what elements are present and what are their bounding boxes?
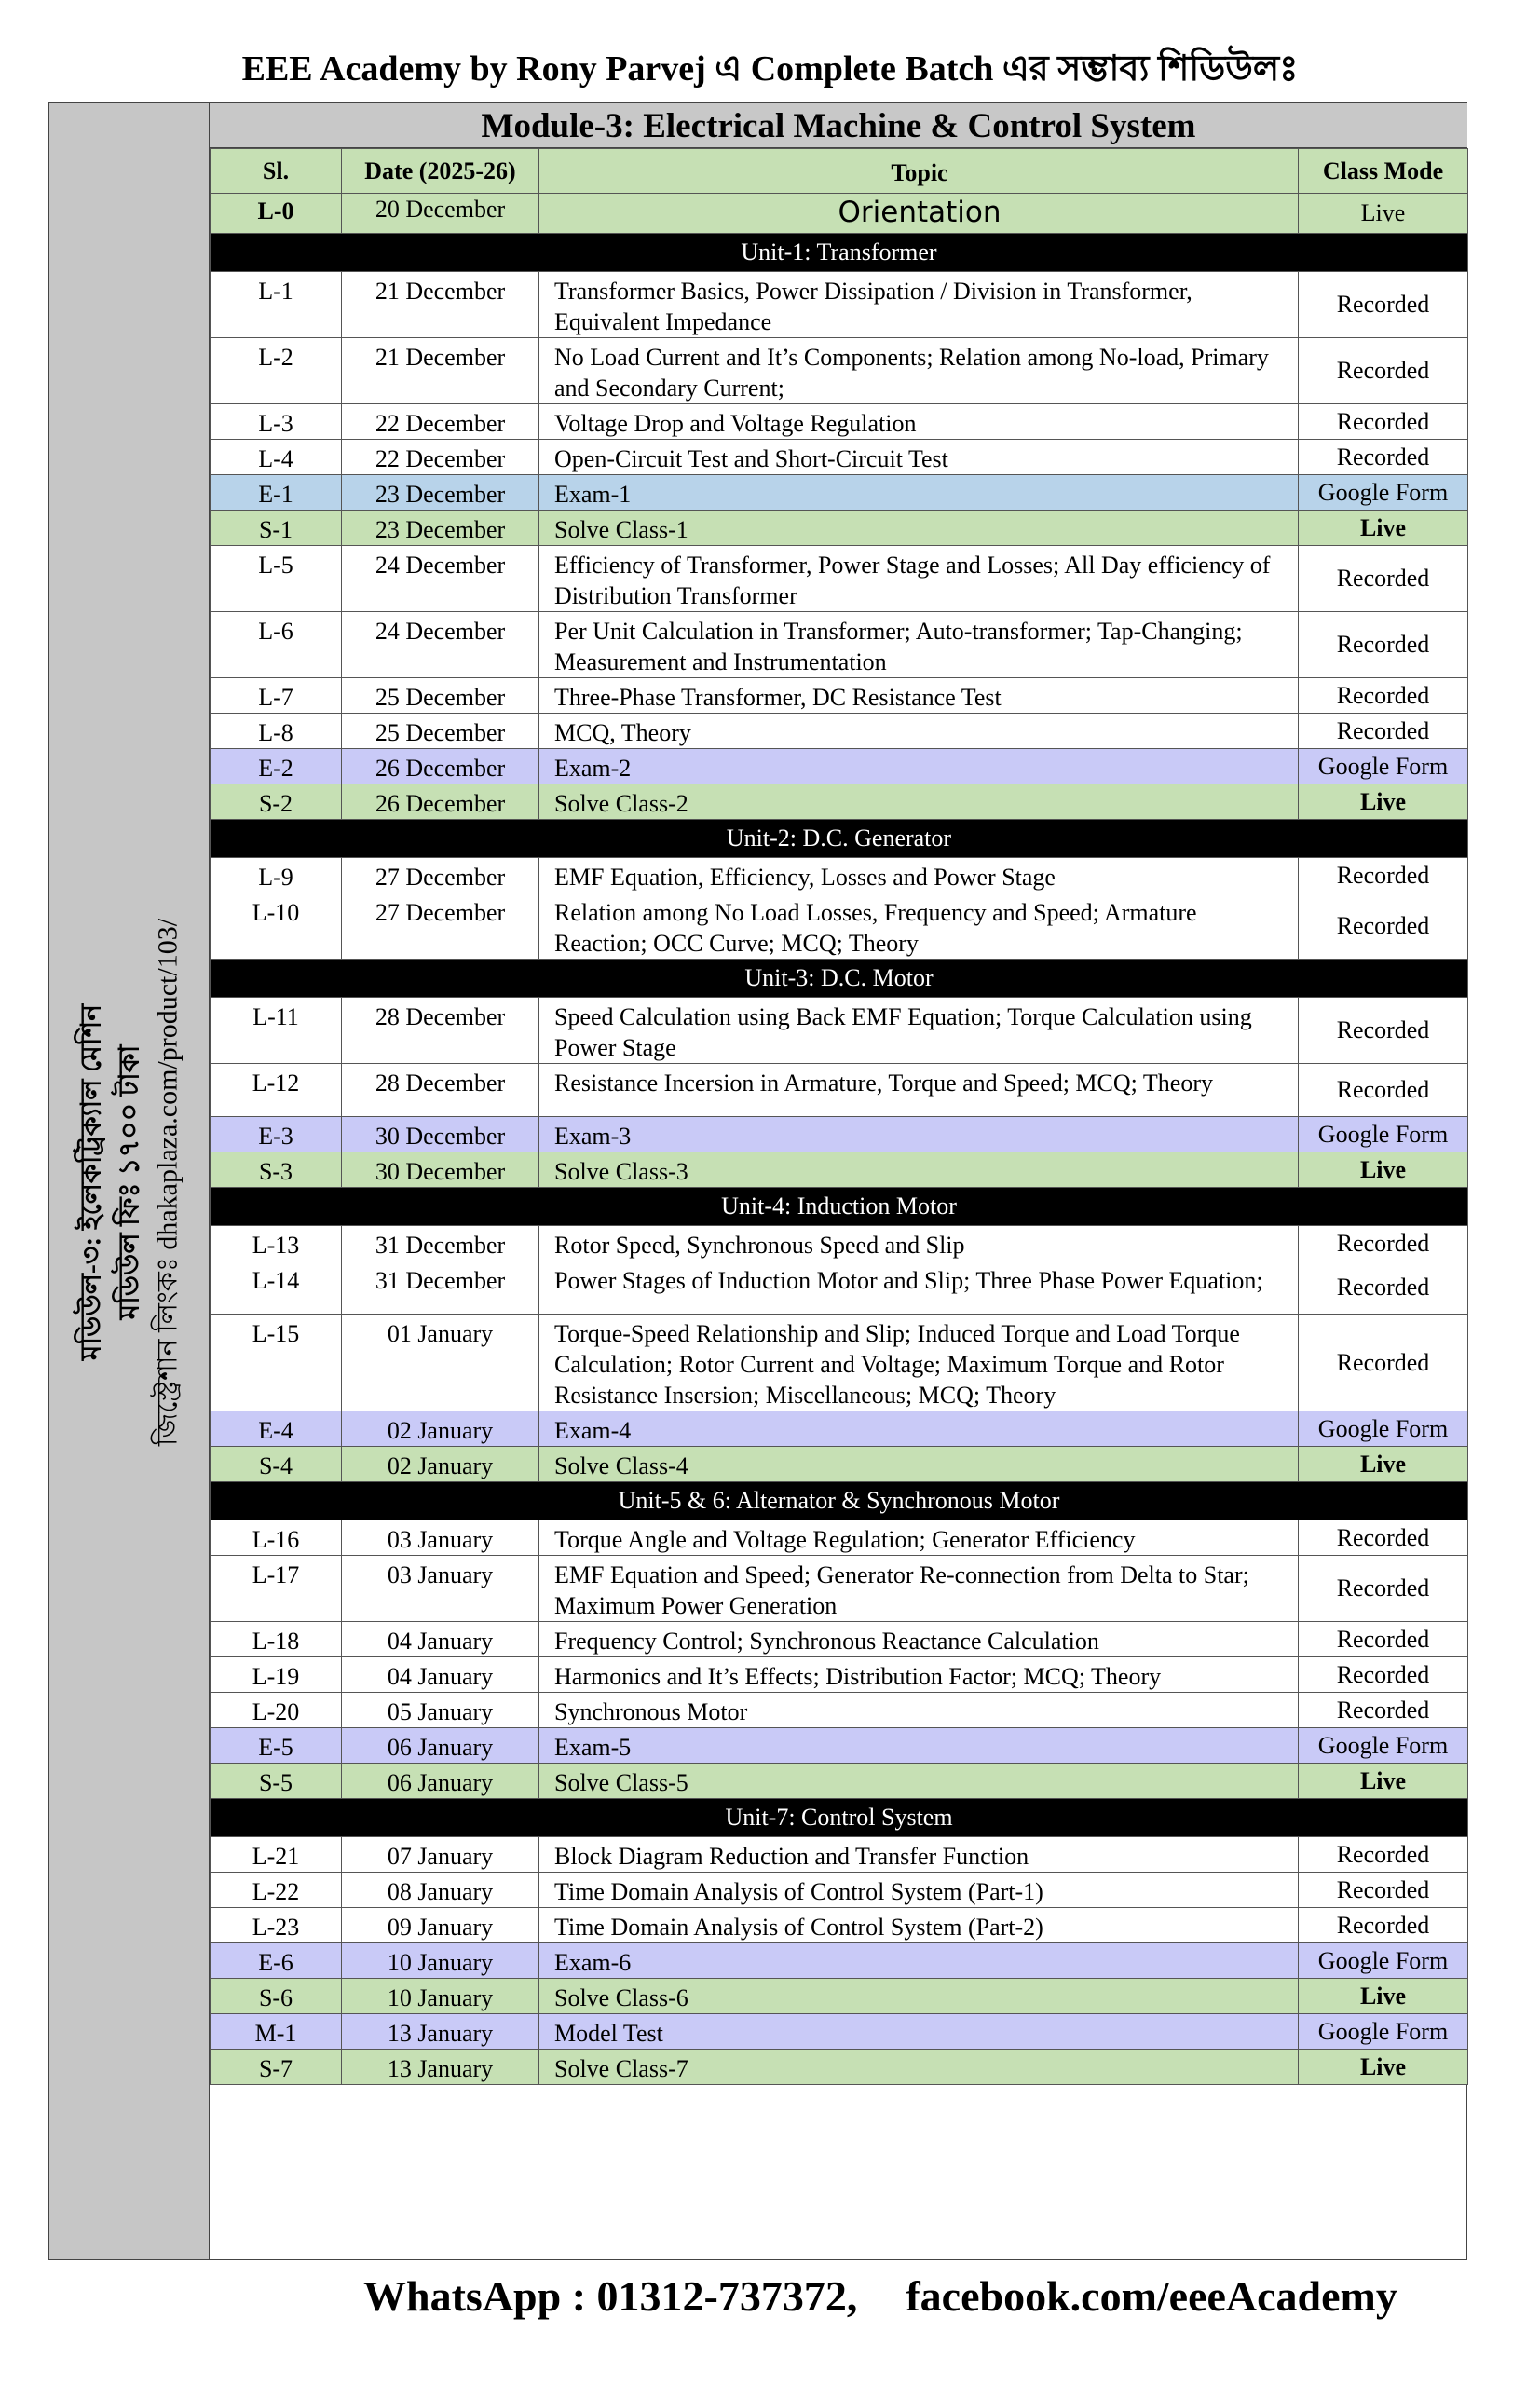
row-topic: Rotor Speed, Synchronous Speed and Slip <box>539 1226 1299 1261</box>
table-row <box>211 1837 1468 1873</box>
row-sl: L-4 <box>211 440 342 475</box>
table-row <box>211 1873 1468 1908</box>
table-header-row <box>211 149 1468 194</box>
row-date: 30 December <box>342 1152 539 1188</box>
module-title: Module-3: Electrical Machine & Control System <box>210 103 1467 148</box>
row-topic: EMF Equation, Efficiency, Losses and Power Stage <box>539 858 1299 893</box>
row-sl: L-0 <box>211 194 342 234</box>
row-topic: Block Diagram Reduction and Transfer Function <box>539 1837 1299 1873</box>
row-date: 10 January <box>342 1979 539 2014</box>
table-row <box>211 1226 1468 1261</box>
row-mode: Google Form <box>1299 1411 1468 1447</box>
row-topic: Voltage Drop and Voltage Regulation <box>539 404 1299 440</box>
table-row <box>211 1411 1468 1447</box>
row-mode: Live <box>1299 1764 1468 1799</box>
row-topic: Orientation <box>539 194 1299 234</box>
row-sl: L-12 <box>211 1064 342 1117</box>
unit-title: Unit-3: D.C. Motor <box>211 960 1468 998</box>
row-date: 02 January <box>342 1411 539 1447</box>
row-date: 01 January <box>342 1315 539 1411</box>
row-date: 05 January <box>342 1693 539 1728</box>
unit-title: Unit-2: D.C. Generator <box>211 820 1468 858</box>
row-topic: Time Domain Analysis of Control System (Part-1) <box>539 1873 1299 1908</box>
schedule-table <box>210 148 1468 2085</box>
row-topic: Exam-2 <box>539 749 1299 784</box>
table-row <box>211 1693 1468 1728</box>
row-topic: Power Stages of Induction Motor and Slip; Three Phase Power Equation; <box>539 1261 1299 1315</box>
row-sl: E-5 <box>211 1728 342 1764</box>
row-date: 30 December <box>342 1117 539 1152</box>
row-date: 26 December <box>342 784 539 820</box>
row-sl: L-3 <box>211 404 342 440</box>
row-sl: E-2 <box>211 749 342 784</box>
unit-header-row <box>211 1799 1468 1837</box>
side-module-name: মডিউল-৩: ইলেকট্রিক্যাল মেশিন <box>75 1003 107 1361</box>
table-row <box>211 1520 1468 1556</box>
row-mode: Google Form <box>1299 1728 1468 1764</box>
row-topic: Three-Phase Transformer, DC Resistance Test <box>539 678 1299 714</box>
row-topic: Exam-6 <box>539 1943 1299 1979</box>
table-row <box>211 714 1468 749</box>
row-mode: Recorded <box>1299 1622 1468 1657</box>
row-mode: Recorded <box>1299 1908 1468 1943</box>
col-header-sl: Sl. <box>211 149 342 194</box>
row-sl: S-4 <box>211 1447 342 1482</box>
col-header-topic: Topic <box>539 149 1299 194</box>
row-sl: E-3 <box>211 1117 342 1152</box>
row-mode: Recorded <box>1299 440 1468 475</box>
row-topic: Relation among No Load Losses, Frequency and Speed; Armature Reaction; OCC Curve; MCQ; Theory <box>539 893 1299 960</box>
table-row <box>211 784 1468 820</box>
row-mode: Recorded <box>1299 678 1468 714</box>
side-registration-link[interactable]: জিস্ট্রেশান লিংকঃ dhakaplaza.com/product/103/ <box>152 918 184 1447</box>
table-row <box>211 511 1468 546</box>
row-date: 07 January <box>342 1837 539 1873</box>
row-date: 06 January <box>342 1728 539 1764</box>
side-panel <box>48 102 210 2260</box>
row-mode: Recorded <box>1299 998 1468 1064</box>
table-row <box>211 1764 1468 1799</box>
side-module-fee: মডিউল ফিঃ ১৭০০ টাকা <box>114 1044 145 1320</box>
row-mode: Recorded <box>1299 612 1468 678</box>
side-panel-text <box>73 919 187 1446</box>
row-topic: Per Unit Calculation in Transformer; Auto-transformer; Tap-Changing; Measurement and Instrumentation <box>539 612 1299 678</box>
row-mode: Live <box>1299 1447 1468 1482</box>
row-date: 27 December <box>342 858 539 893</box>
row-mode: Recorded <box>1299 893 1468 960</box>
row-topic: Efficiency of Transformer, Power Stage and Losses; All Day efficiency of Distribution Transformer <box>539 546 1299 612</box>
row-topic: Solve Class-6 <box>539 1979 1299 2014</box>
row-date: 26 December <box>342 749 539 784</box>
row-mode: Live <box>1299 784 1468 820</box>
table-row <box>211 1117 1468 1152</box>
table-row <box>211 1943 1468 1979</box>
row-topic: Torque Angle and Voltage Regulation; Generator Efficiency <box>539 1520 1299 1556</box>
row-date: 24 December <box>342 612 539 678</box>
row-sl: S-6 <box>211 1979 342 2014</box>
row-date: 22 December <box>342 440 539 475</box>
row-mode: Google Form <box>1299 475 1468 511</box>
row-sl: L-5 <box>211 546 342 612</box>
table-row <box>211 1064 1468 1117</box>
col-header-date: Date (2025-26) <box>342 149 539 194</box>
row-date: 28 December <box>342 1064 539 1117</box>
table-row <box>211 1657 1468 1693</box>
row-date: 23 December <box>342 475 539 511</box>
table-row <box>211 440 1468 475</box>
row-sl: L-10 <box>211 893 342 960</box>
row-topic: Exam-5 <box>539 1728 1299 1764</box>
row-mode: Google Form <box>1299 1943 1468 1979</box>
page-title: EEE Academy by Rony Parvej এ Complete Batch এর সম্ভাব্য শিডিউলঃ <box>241 49 1299 89</box>
table-row <box>211 1622 1468 1657</box>
row-sl: L-23 <box>211 1908 342 1943</box>
table-row <box>211 404 1468 440</box>
footer-contacts <box>363 2271 1397 2321</box>
row-topic: Solve Class-4 <box>539 1447 1299 1482</box>
table-row <box>211 1315 1468 1411</box>
unit-header-row <box>211 820 1468 858</box>
row-topic: Exam-3 <box>539 1117 1299 1152</box>
row-sl: L-17 <box>211 1556 342 1622</box>
table-row <box>211 2050 1468 2085</box>
row-date: 08 January <box>342 1873 539 1908</box>
row-sl: L-7 <box>211 678 342 714</box>
table-row <box>211 338 1468 404</box>
row-sl: S-5 <box>211 1764 342 1799</box>
unit-header-row <box>211 234 1468 272</box>
table-row <box>211 1908 1468 1943</box>
row-date: 13 January <box>342 2014 539 2050</box>
row-mode: Recorded <box>1299 404 1468 440</box>
table-row <box>211 612 1468 678</box>
row-sl: L-9 <box>211 858 342 893</box>
table-row <box>211 1556 1468 1622</box>
row-topic: Speed Calculation using Back EMF Equation; Torque Calculation using Power Stage <box>539 998 1299 1064</box>
row-topic: Solve Class-5 <box>539 1764 1299 1799</box>
unit-title: Unit-7: Control System <box>211 1799 1468 1837</box>
table-row <box>211 1979 1468 2014</box>
row-mode: Recorded <box>1299 338 1468 404</box>
table-row <box>211 1152 1468 1188</box>
row-topic: Exam-4 <box>539 1411 1299 1447</box>
row-date: 25 December <box>342 714 539 749</box>
row-sl: L-14 <box>211 1261 342 1315</box>
row-date: 24 December <box>342 546 539 612</box>
row-mode: Live <box>1299 194 1468 234</box>
row-mode: Recorded <box>1299 1873 1468 1908</box>
row-date: 20 December <box>342 194 539 234</box>
table-row <box>211 678 1468 714</box>
row-sl: L-6 <box>211 612 342 678</box>
row-topic: Resistance Incersion in Armature, Torque and Speed; MCQ; Theory <box>539 1064 1299 1117</box>
row-mode: Live <box>1299 1979 1468 2014</box>
row-date: 25 December <box>342 678 539 714</box>
unit-header-row <box>211 1482 1468 1520</box>
table-row <box>211 858 1468 893</box>
row-mode: Recorded <box>1299 1520 1468 1556</box>
row-mode: Recorded <box>1299 858 1468 893</box>
row-topic: Time Domain Analysis of Control System (Part-2) <box>539 1908 1299 1943</box>
row-date: 22 December <box>342 404 539 440</box>
row-mode: Recorded <box>1299 1261 1468 1315</box>
row-sl: S-2 <box>211 784 342 820</box>
row-topic: MCQ, Theory <box>539 714 1299 749</box>
row-sl: E-6 <box>211 1943 342 1979</box>
row-sl: E-4 <box>211 1411 342 1447</box>
table-row <box>211 475 1468 511</box>
row-mode: Recorded <box>1299 546 1468 612</box>
row-topic: No Load Current and It’s Components; Relation among No-load, Primary and Secondary Current; <box>539 338 1299 404</box>
table-row <box>211 1447 1468 1482</box>
row-date: 03 January <box>342 1520 539 1556</box>
row-date: 09 January <box>342 1908 539 1943</box>
row-sl: E-1 <box>211 475 342 511</box>
row-date: 03 January <box>342 1556 539 1622</box>
row-mode: Google Form <box>1299 1117 1468 1152</box>
row-date: 13 January <box>342 2050 539 2085</box>
row-mode: Live <box>1299 1152 1468 1188</box>
row-mode: Recorded <box>1299 714 1468 749</box>
row-mode: Recorded <box>1299 1226 1468 1261</box>
table-row <box>211 1261 1468 1315</box>
row-mode: Google Form <box>1299 2014 1468 2050</box>
row-mode: Recorded <box>1299 1657 1468 1693</box>
facebook-link[interactable]: facebook.com/eeeAcademy <box>906 2272 1397 2320</box>
row-date: 23 December <box>342 511 539 546</box>
table-row <box>211 998 1468 1064</box>
row-topic: Open-Circuit Test and Short-Circuit Test <box>539 440 1299 475</box>
row-sl: S-3 <box>211 1152 342 1188</box>
row-date: 04 January <box>342 1657 539 1693</box>
table-row <box>211 272 1468 338</box>
row-mode: Recorded <box>1299 272 1468 338</box>
row-date: 04 January <box>342 1622 539 1657</box>
row-sl: L-16 <box>211 1520 342 1556</box>
row-date: 27 December <box>342 893 539 960</box>
orientation-row <box>211 194 1468 234</box>
row-date: 28 December <box>342 998 539 1064</box>
table-row <box>211 2014 1468 2050</box>
table-row <box>211 893 1468 960</box>
row-sl: L-2 <box>211 338 342 404</box>
row-mode: Recorded <box>1299 1064 1468 1117</box>
row-mode: Recorded <box>1299 1693 1468 1728</box>
row-sl: S-1 <box>211 511 342 546</box>
unit-title: Unit-1: Transformer <box>211 234 1468 272</box>
row-date: 21 December <box>342 338 539 404</box>
whatsapp-contact[interactable]: WhatsApp : 01312-737372, <box>363 2272 858 2320</box>
row-sl: L-18 <box>211 1622 342 1657</box>
row-date: 31 December <box>342 1226 539 1261</box>
row-sl: L-13 <box>211 1226 342 1261</box>
row-topic: Exam-1 <box>539 475 1299 511</box>
row-topic: Frequency Control; Synchronous Reactance Calculation <box>539 1622 1299 1657</box>
table-row <box>211 749 1468 784</box>
row-topic: Transformer Basics, Power Dissipation / Division in Transformer, Equivalent Impedance <box>539 272 1299 338</box>
row-sl: L-19 <box>211 1657 342 1693</box>
row-mode: Recorded <box>1299 1315 1468 1411</box>
row-sl: L-15 <box>211 1315 342 1411</box>
row-topic: Model Test <box>539 2014 1299 2050</box>
unit-header-row <box>211 1188 1468 1226</box>
row-topic: Solve Class-7 <box>539 2050 1299 2085</box>
row-sl: L-22 <box>211 1873 342 1908</box>
col-header-mode: Class Mode <box>1299 149 1468 194</box>
row-date: 06 January <box>342 1764 539 1799</box>
row-date: 10 January <box>342 1943 539 1979</box>
table-row <box>211 1728 1468 1764</box>
row-sl: L-11 <box>211 998 342 1064</box>
row-topic: EMF Equation and Speed; Generator Re-connection from Delta to Star; Maximum Power Generation <box>539 1556 1299 1622</box>
table-row <box>211 546 1468 612</box>
row-sl: L-8 <box>211 714 342 749</box>
row-sl: M-1 <box>211 2014 342 2050</box>
row-mode: Recorded <box>1299 1556 1468 1622</box>
row-sl: S-7 <box>211 2050 342 2085</box>
row-sl: L-21 <box>211 1837 342 1873</box>
row-sl: L-1 <box>211 272 342 338</box>
row-mode: Recorded <box>1299 1837 1468 1873</box>
row-topic: Torque-Speed Relationship and Slip; Induced Torque and Load Torque Calculation; Rotor Current and Voltage; Maximum Torque and Rotor Resistance Insersion; Miscellaneous; MCQ; Theory <box>539 1315 1299 1411</box>
row-date: 02 January <box>342 1447 539 1482</box>
unit-header-row <box>211 960 1468 998</box>
unit-title: Unit-5 & 6: Alternator & Synchronous Motor <box>211 1482 1468 1520</box>
row-mode: Google Form <box>1299 749 1468 784</box>
unit-title: Unit-4: Induction Motor <box>211 1188 1468 1226</box>
row-topic: Solve Class-1 <box>539 511 1299 546</box>
row-mode: Live <box>1299 511 1468 546</box>
row-topic: Synchronous Motor <box>539 1693 1299 1728</box>
row-topic: Solve Class-3 <box>539 1152 1299 1188</box>
row-date: 21 December <box>342 272 539 338</box>
row-mode: Live <box>1299 2050 1468 2085</box>
row-topic: Harmonics and It’s Effects; Distribution Factor; MCQ; Theory <box>539 1657 1299 1693</box>
row-date: 31 December <box>342 1261 539 1315</box>
row-topic: Solve Class-2 <box>539 784 1299 820</box>
row-sl: L-20 <box>211 1693 342 1728</box>
